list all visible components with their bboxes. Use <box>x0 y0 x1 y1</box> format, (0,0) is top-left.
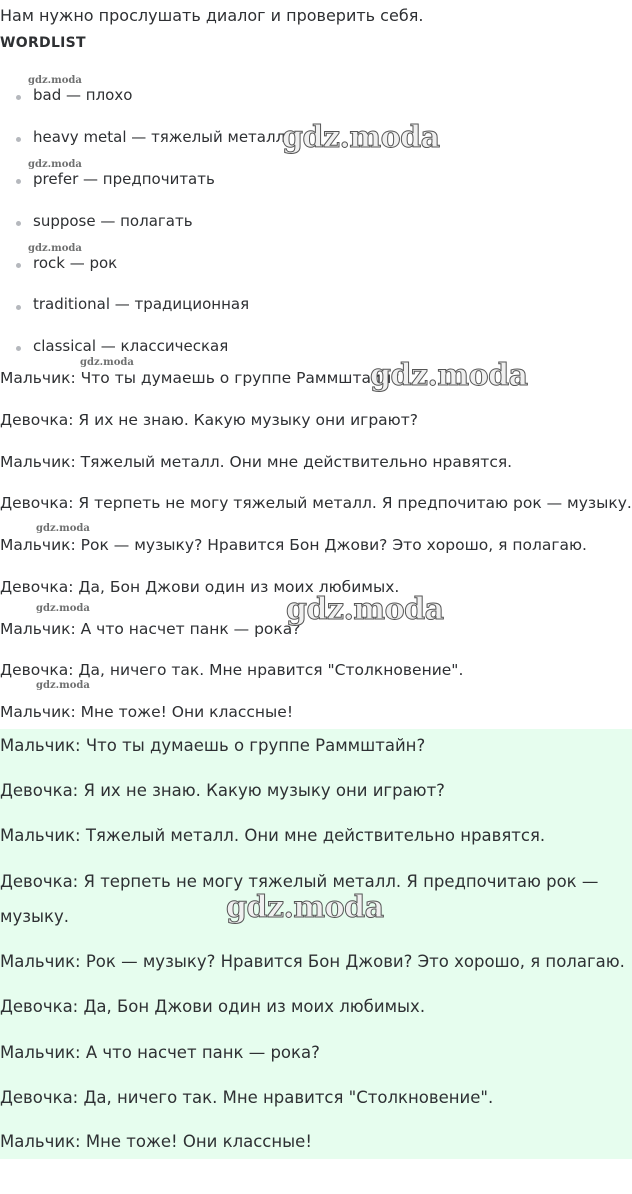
watermark-small: gdz.moda <box>36 523 90 534</box>
watermark-small: gdz.moda <box>28 75 82 86</box>
watermark-large: gdz.moda <box>286 592 444 627</box>
watermark-small: gdz.moda <box>36 680 90 691</box>
watermark-small: gdz.moda <box>28 159 82 170</box>
dialogue-line: Девочка: Я их не знаю. Какую музыку они играют? <box>0 411 418 429</box>
dialogue-line: Девочка: Я терпеть не могу тяжелый металл. Я предпочитаю рок — музыку. <box>0 494 632 512</box>
intro-text: Нам нужно прослушать диалог и проверить себя. <box>0 6 424 25</box>
dialogue-line: Мальчик: Что ты думаешь о группе Раммштайн? <box>0 369 400 387</box>
wordlist-item: traditional — традиционная <box>33 295 250 313</box>
answer-line: Мальчик: А что насчет панк — рока? <box>0 1043 320 1062</box>
bullet-icon <box>16 305 21 310</box>
watermark-large: gdz.moda <box>370 358 528 393</box>
wordlist-item: prefer — предпочитать <box>33 170 215 188</box>
wordlist-item: classical — классическая <box>33 337 229 355</box>
wordlist-item: rock — рок <box>33 254 118 272</box>
bullet-icon <box>16 95 21 100</box>
wordlist-item: heavy metal — тяжелый металл <box>33 128 286 146</box>
dialogue-line: Девочка: Да, ничего так. Мне нравится "Столкновение". <box>0 661 464 679</box>
dialogue-line: Мальчик: А что насчет панк — рока? <box>0 620 301 638</box>
answer-line: Мальчик: Рок — музыку? Нравится Бон Джови? Это хорошо, я полагаю. <box>0 952 625 971</box>
dialogue-line: Девочка: Да, Бон Джови один из моих любимых. <box>0 578 400 596</box>
answer-line: Мальчик: Тяжелый металл. Они мне действительно нравятся. <box>0 826 546 845</box>
watermark-large: gdz.moda <box>226 890 384 925</box>
wordlist-item: bad — плохо <box>33 86 133 104</box>
answer-line: Мальчик: Что ты думаешь о группе Раммштайн? <box>0 736 426 755</box>
answer-line: Девочка: Я терпеть не могу тяжелый металл. Я предпочитаю рок — <box>0 872 599 891</box>
watermark-small: gdz.moda <box>80 357 134 368</box>
watermark-large: gdz.moda <box>282 120 440 155</box>
dialogue-line: Мальчик: Рок — музыку? Нравится Бон Джови? Это хорошо, я полагаю. <box>0 536 587 554</box>
watermark-small: gdz.moda <box>36 603 90 614</box>
answer-line: музыку. <box>0 907 69 926</box>
bullet-icon <box>16 221 21 226</box>
bullet-icon <box>16 346 21 351</box>
answer-line: Девочка: Да, ничего так. Мне нравится "Столкновение". <box>0 1088 494 1107</box>
dialogue-line: Мальчик: Тяжелый металл. Они мне действительно нравятся. <box>0 453 513 471</box>
wordlist-title: WORDLIST <box>0 35 86 51</box>
dialogue-line: Мальчик: Мне тоже! Они классные! <box>0 703 294 721</box>
bullet-icon <box>16 179 21 184</box>
wordlist-item: suppose — полагать <box>33 212 193 230</box>
answer-line: Мальчик: Мне тоже! Они классные! <box>0 1132 312 1151</box>
answer-line: Девочка: Да, Бон Джови один из моих любимых. <box>0 997 426 1016</box>
watermark-small: gdz.moda <box>28 243 82 254</box>
bullet-icon <box>16 263 21 268</box>
bullet-icon <box>16 137 21 142</box>
answer-line: Девочка: Я их не знаю. Какую музыку они играют? <box>0 781 445 800</box>
